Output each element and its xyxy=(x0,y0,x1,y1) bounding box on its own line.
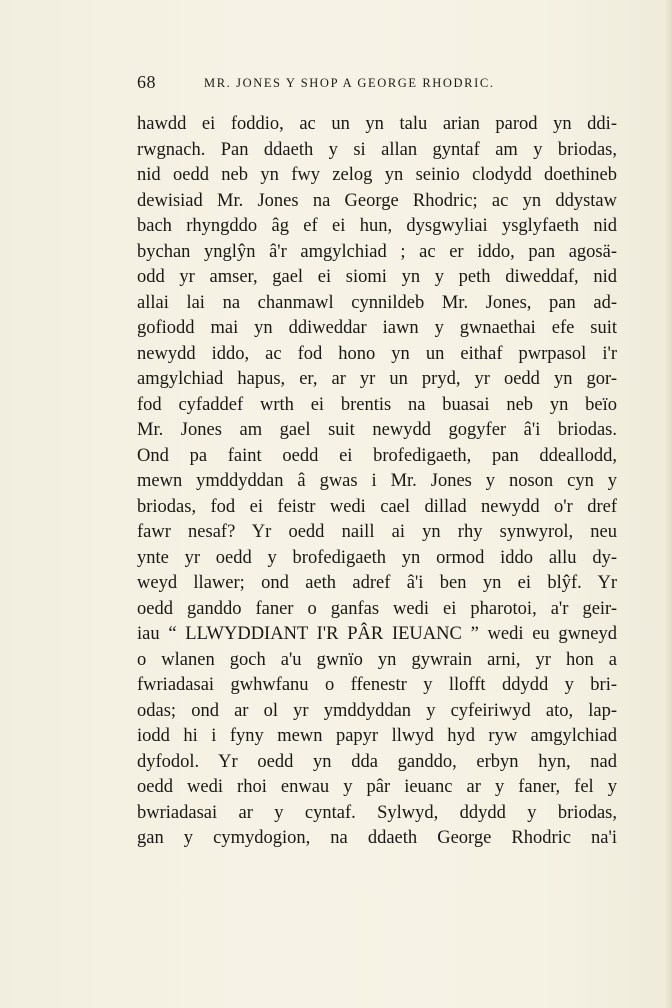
text-line: odd yr amser, gael ei siomi yn y peth diweddaf, nid xyxy=(137,267,617,287)
text-line: iau “ LLWYDDIANT I'R PÂR IEUANC ” wedi eu gwneyd xyxy=(137,624,617,644)
text-line: oedd wedi rhoi enwau y pâr ieuanc ar y faner, fel y xyxy=(137,777,617,797)
text-line: gan y cymydogion, na ddaeth George Rhodric na'i xyxy=(137,828,617,848)
text-line: bychan ynglŷn â'r amgylchiad ; ac er iddo, pan agosä- xyxy=(137,241,617,262)
text-line: dewisiad Mr. Jones na George Rhodric; ac yn ddystaw xyxy=(137,190,617,211)
text-line: ynte yr oedd y brofedigaeth yn ormod iddo allu dy- xyxy=(137,547,617,568)
text-line: Ond pa faint oedd ei brofedigaeth, pan ddeallodd, xyxy=(137,445,617,466)
text-line: oedd ganddo faner o ganfas wedi ei pharotoi, a'r geir- xyxy=(137,598,617,619)
text-line: Mr. Jones am gael suit newydd gogyfer â'i briodas. xyxy=(137,420,617,440)
text-line: mewn ymddyddan â gwas i Mr. Jones y noson cyn y xyxy=(137,471,617,491)
text-line: hawdd ei foddio, ac un yn talu arian parod yn ddi- xyxy=(137,114,617,134)
text-line: bach rhyngddo âg ef ei hun, dysgwyliai ysglyfaeth nid xyxy=(137,216,617,236)
text-line: rwgnach. Pan ddaeth y si allan gyntaf am y briodas, xyxy=(137,139,617,160)
page-edge-shadow xyxy=(666,0,672,1008)
text-line: gofiodd mai yn ddiweddar iawn y gwnaethai efe suit xyxy=(137,318,617,338)
text-line: weyd llawer; ond aeth adref â'i ben yn ei blŷf. Yr xyxy=(137,573,617,593)
text-line: odas; ond ar ol yr ymddyddan y cyfeiriwyd ato, lap- xyxy=(137,700,617,721)
text-line: iodd hi i fyny mewn papyr llwyd hyd ryw amgylchiad xyxy=(137,726,617,746)
text-line: dyfodol. Yr oedd yn dda ganddo, erbyn hyn, nad xyxy=(137,751,617,772)
page-number: 68 xyxy=(137,72,156,92)
text-line: fod cyfaddef wrth ei brentis na buasai neb yn beïo xyxy=(137,394,617,415)
text-line: amgylchiad hapus, er, ar yr un pryd, yr oedd yn gor- xyxy=(137,369,617,389)
text-line: bwriadasai ar y cyntaf. Sylwyd, ddydd y briodas, xyxy=(137,802,617,823)
running-title: MR. JONES Y SHOP A GEORGE RHODRIC. xyxy=(204,76,495,90)
text-line: briodas, fod ei feistr wedi cael dillad newydd o'r dref xyxy=(137,496,617,517)
text-line: o wlanen goch a'u gwnïo yn gywrain arni, yr hon a xyxy=(137,649,617,670)
text-line: nid oedd neb yn fwy zelog yn seinio clodydd doethineb xyxy=(137,165,617,185)
text-line: newydd iddo, ac fod hono yn un eithaf pwrpasol i'r xyxy=(137,343,617,364)
running-head xyxy=(137,72,617,98)
body-text xyxy=(137,112,617,852)
text-line: allai lai na chanmawl cynnildeb Mr. Jones, pan ad- xyxy=(137,292,617,313)
text-line: fawr nesaf? Yr oedd naill ai yn rhy synwyrol, neu xyxy=(137,522,617,542)
text-line: fwriadasai gwhwfanu o ffenestr y llofft ddydd y bri- xyxy=(137,675,617,695)
